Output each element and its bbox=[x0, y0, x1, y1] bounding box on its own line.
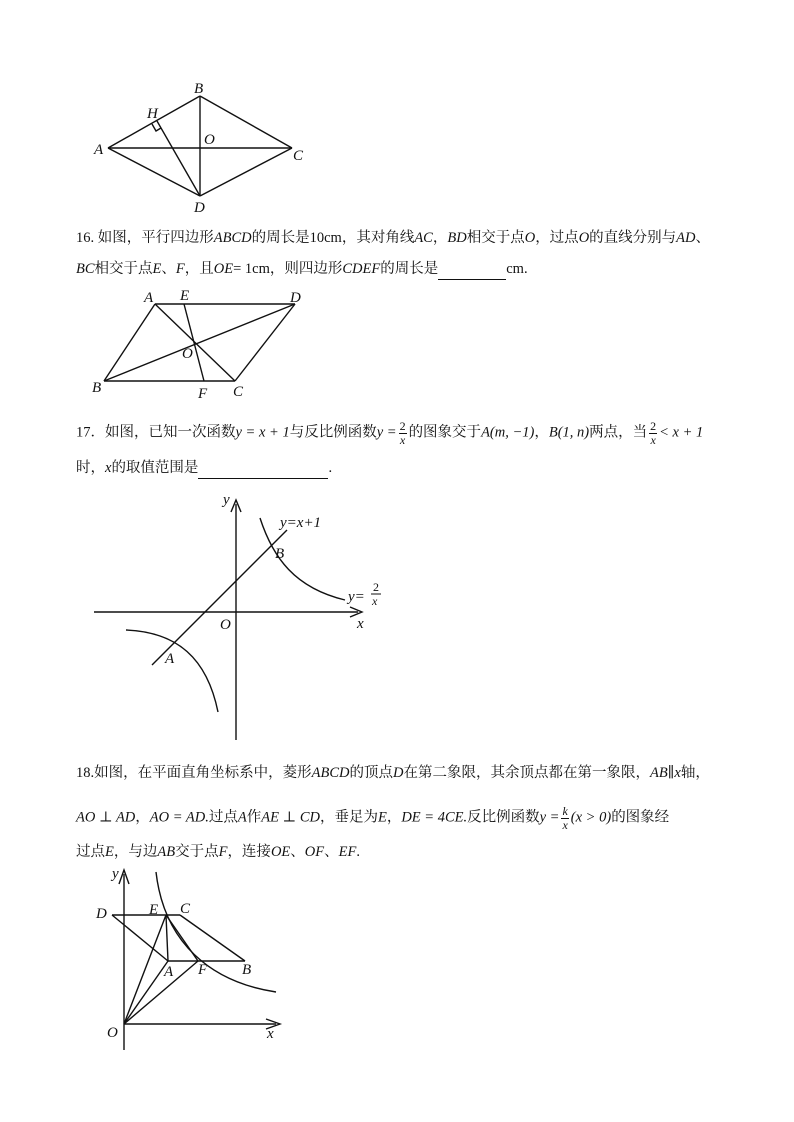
q17-line-1: 17．如图，已知一次函数y = x + 1与反比例函数y = $\frac{2}{x}$ 的图象交于A(m, −1)，B(1, n)两点，当 $\frac{2}{x}$ < x + 1 bbox=[76, 419, 704, 447]
q18-line-3: 过点E，与边AB交于点F，连接OE、OF、EF. bbox=[76, 844, 360, 860]
axis-x-label: x bbox=[267, 1026, 274, 1042]
curve-label-den: x bbox=[372, 594, 378, 608]
q18-line-1: 18.如图，在平面直角坐标系中，菱形ABCD的顶点D在第二象限，其余顶点都在第一象限，AB∥x轴， bbox=[76, 765, 710, 781]
axis-x-label: x bbox=[357, 616, 364, 632]
label-c: C bbox=[293, 148, 304, 164]
line-label: y=x+1 bbox=[280, 515, 322, 531]
label-b: B bbox=[242, 962, 252, 978]
label-d: D bbox=[290, 290, 301, 306]
q17-line-2: 时，x的取值范围是 . bbox=[76, 461, 332, 479]
label-a: A bbox=[144, 290, 154, 306]
label-a: A bbox=[164, 964, 174, 980]
axis-y-label: y bbox=[112, 866, 119, 882]
q16-answer-blank[interactable] bbox=[438, 264, 506, 280]
label-f: F bbox=[198, 386, 208, 402]
q17-answer-blank[interactable] bbox=[198, 463, 328, 479]
origin-label: O bbox=[107, 1025, 118, 1041]
label-h: H bbox=[147, 106, 158, 122]
label-e: E bbox=[149, 902, 159, 918]
label-c: C bbox=[180, 901, 191, 917]
label-o: O bbox=[182, 346, 193, 362]
label-b: B bbox=[275, 546, 285, 562]
q16-line-1: 16. 如图，平行四边形ABCD的周长是10cm，其对角线AC，BD相交于点O，过点O的直线分别与AD、 bbox=[76, 230, 711, 246]
label-b: B bbox=[92, 380, 102, 396]
origin-label: O bbox=[220, 617, 231, 633]
figure-parallelogram bbox=[90, 288, 320, 400]
figure-function-graph bbox=[90, 490, 380, 745]
label-d: D bbox=[96, 906, 107, 922]
figure-rhombus-coordinate bbox=[90, 862, 290, 1052]
label-b: B bbox=[194, 81, 204, 97]
q16-line-2: BC相交于点E、F，且OE= 1cm，则四边形CDEF的周长是 cm. bbox=[76, 262, 528, 280]
label-a: A bbox=[94, 142, 104, 158]
axis-y-label: y bbox=[223, 492, 230, 508]
label-a: A bbox=[165, 651, 175, 667]
label-c: C bbox=[233, 384, 244, 400]
q18-line-2: AO ⊥ AD，AO = AD.过点A作AE ⊥ CD，垂足为E，DE = 4CE.反比例函数y = $\frac{k}{x}$ (x > 0)的图象经 bbox=[76, 804, 670, 832]
curve-label-num: 2 bbox=[373, 580, 379, 594]
label-e: E bbox=[180, 288, 190, 304]
figure-rhombus-abcd bbox=[90, 78, 320, 218]
label-d: D bbox=[194, 200, 205, 216]
label-o: O bbox=[204, 132, 215, 148]
label-f: F bbox=[198, 962, 208, 978]
curve-label-y: y= bbox=[348, 589, 365, 605]
